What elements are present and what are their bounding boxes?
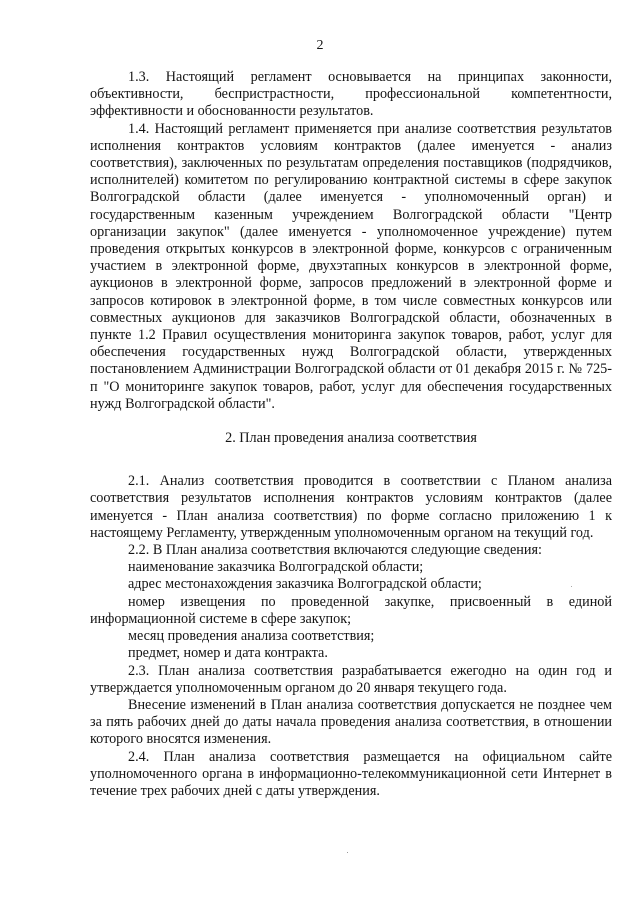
paragraph-1-3: 1.3. Настоящий регламент основывается на принципах законности, объективности, беспристрастности, профессиональной компетентности, эффективности и обоснованности результатов. — [90, 69, 612, 120]
list-item: номер извещения по проведенной закупке, присвоенный в единой информационной системе в сфере закупок; — [90, 593, 612, 627]
paragraph-1-4: 1.4. Настоящий регламент применяется при анализе соответствия результатов исполнения контрактов условиям контрактов (далее именуется - анализ соответствия), заключенных по результатам определения поставщиков (подрядчиков, исполнителей) комитетом по регулированию контрактной системы в сфере закупок Волгоградской области (далее именуется - уполномоченный орган) и государственным казенным учреждением Волгоградской области "Центр организации закупок" (далее именуется - уполномоченное учреждение) путем проведения открытых конкурсов в электронной форме, конкурсов с ограниченным участием в электронной форме, двухэтапных конкурсов в электронной форме, аукционов в электронной форме, запросов предложений в электронной форме и запросов котировок в электронной форме, в том числе совместных конкурсов или совместных аукционов для заказчиков Волгоградской области, обозначенных в пункте 1.2 Правил осуществления мониторинга закупок товаров, работ, услуг для обеспечения государственных нужд Волгоградской области, утвержденных постановлением Администрации Волгоградской области от 01 декабря 2015 г. № 725-п "О мониторинге закупок товаров, работ, услуг для обеспечения государственных нужд Волгоградской области". — [90, 120, 612, 412]
list-item: наименование заказчика Волгоградской области; — [128, 559, 424, 576]
list-item: предмет, номер и дата контракта. — [128, 645, 328, 662]
paragraph-2-3: 2.3. План анализа соответствия разрабатывается ежегодно на один год и утверждается уполномоченным органом до 20 января текущего года. — [90, 662, 612, 696]
list-item: месяц проведения анализа соответствия; — [128, 628, 375, 645]
page-number: 2 — [316, 38, 324, 53]
section-heading: 2. План проведения анализа соответствия — [225, 430, 477, 447]
paragraph-2-2: 2.2. В План анализа соответствия включаются следующие сведения: — [128, 542, 542, 559]
document-body — [90, 69, 612, 800]
paragraph-2-1: 2.1. Анализ соответствия проводится в соответствии с Планом анализа соответствия результатов исполнения контрактов условиям контрактов (далее именуется - План анализа соответствия) по форме согласно приложению 1 к настоящему Регламенту, утвержденным уполномоченным органом на текущий год. — [90, 473, 612, 541]
list-item: адрес местонахождения заказчика Волгоградской области; — [128, 576, 482, 593]
paragraph-2-4: 2.4. План анализа соответствия размещается на официальном сайте уполномоченного органа в информационно-телекоммуникационной сети Интернет в течение трех рабочих дней с даты утверждения. — [90, 748, 612, 799]
paragraph-2-3-changes: Внесение изменений в План анализа соответствия допускается не позднее чем за пять рабочих дней до даты начала проведения анализа соответствия, в отношении которого вносятся изменения. — [90, 696, 612, 748]
scan-speck — [347, 852, 348, 853]
scan-speck — [571, 586, 572, 587]
